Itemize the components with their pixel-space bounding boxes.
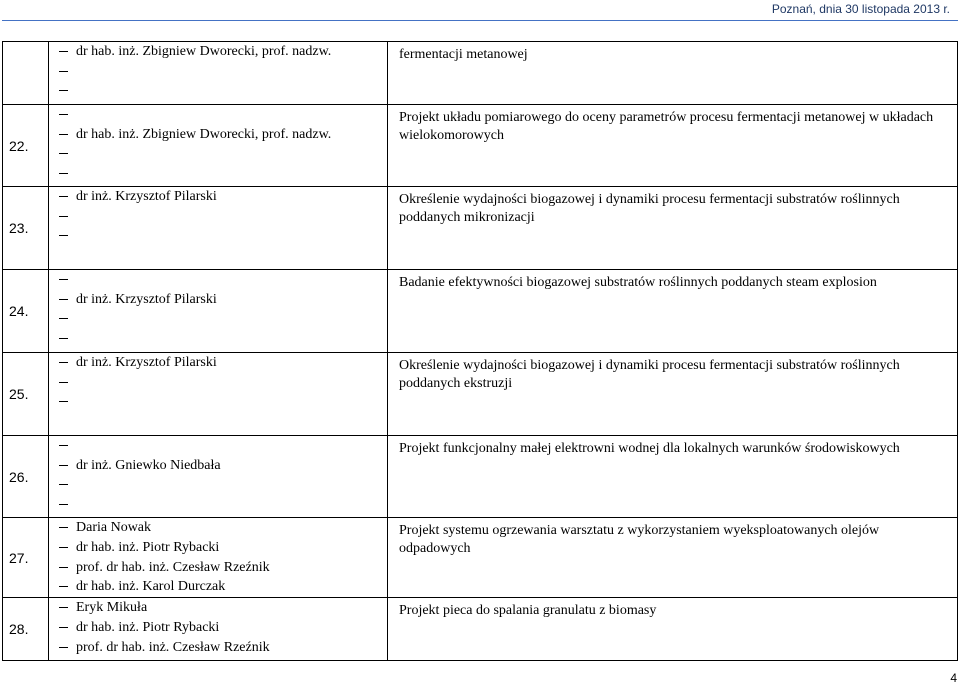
- supervisor-list: [49, 187, 388, 270]
- table-row: [3, 187, 958, 270]
- row-number: [3, 42, 49, 105]
- header-date: Poznań, dnia 30 listopada 2013 r.: [771, 2, 950, 16]
- topic-text: Określenie wydajności biogazowej i dynamiki procesu fermentacji substratów roślinnych poddanych mikronizacji: [399, 192, 900, 225]
- row-number: 22.: [3, 105, 49, 187]
- supervisor-list: [49, 353, 388, 436]
- topic-cell: [388, 598, 958, 661]
- list-item: [49, 164, 387, 184]
- supervisor-list: [49, 598, 388, 661]
- header-rule: [2, 20, 958, 21]
- table-row: [3, 436, 958, 518]
- list-item: [49, 392, 387, 412]
- topic-text: Badanie efektywności biogazowej substratów roślinnych poddanych steam explosion: [399, 275, 877, 290]
- thesis-topics-table: [2, 41, 958, 661]
- row-number: 28.: [3, 598, 49, 661]
- topic-text: fermentacji metanowej: [399, 47, 528, 62]
- row-number: 24.: [3, 270, 49, 353]
- topic-cell: [388, 270, 958, 353]
- supervisor-list: [49, 42, 388, 105]
- table-row: [3, 105, 958, 187]
- list-item: [49, 226, 387, 246]
- list-item: [49, 81, 387, 101]
- topic-text: Określenie wydajności biogazowej i dynamiki procesu fermentacji substratów roślinnych poddanych ekstruzji: [399, 358, 900, 391]
- list-item: dr inż. Krzysztof Pilarski: [49, 290, 387, 310]
- row-number: 26.: [3, 436, 49, 518]
- topic-text: Projekt funkcjonalny małej elektrowni wodnej dla lokalnych warunków środowiskowych: [399, 441, 900, 456]
- topic-text: Projekt układu pomiarowego do oceny parametrów procesu fermentacji metanowej w układach wielokomorowych: [399, 110, 934, 143]
- list-item: [49, 495, 387, 515]
- topic-cell: [388, 187, 958, 270]
- list-item: prof. dr hab. inż. Czesław Rzeźnik: [49, 558, 387, 578]
- list-item: dr hab. inż. Piotr Rybacki: [49, 618, 387, 638]
- topic-text: Projekt pieca do spalania granulatu z biomasy: [399, 603, 657, 619]
- table-row: [3, 353, 958, 436]
- list-item: dr hab. inż. Karol Durczak: [49, 577, 387, 597]
- supervisor-list: [49, 436, 388, 518]
- list-item: [49, 62, 387, 82]
- row-number: 23.: [3, 187, 49, 270]
- table-row: [3, 598, 958, 661]
- list-item: Eryk Mikuła: [49, 598, 387, 618]
- list-item: [49, 475, 387, 495]
- supervisor-list: [49, 270, 388, 353]
- page-number: 4: [950, 671, 957, 685]
- list-item: dr inż. Gniewko Niedbała: [49, 456, 387, 476]
- list-item: dr inż. Krzysztof Pilarski: [49, 187, 387, 207]
- list-item: [49, 144, 387, 164]
- table-row: [3, 518, 958, 598]
- list-item: [49, 329, 387, 349]
- list-item: dr hab. inż. Zbigniew Dworecki, prof. nadzw.: [49, 125, 387, 145]
- list-item: [49, 105, 387, 125]
- supervisor-list: [49, 105, 388, 187]
- topic-text: Projekt systemu ogrzewania warsztatu z wykorzystaniem wyeksploatowanych olejów odpadowych: [399, 523, 880, 556]
- list-item: dr inż. Krzysztof Pilarski: [49, 353, 387, 373]
- topic-cell: [388, 105, 958, 187]
- list-item: dr hab. inż. Piotr Rybacki: [49, 538, 387, 558]
- list-item: Daria Nowak: [49, 518, 387, 538]
- list-item: [49, 270, 387, 290]
- table-row: [3, 270, 958, 353]
- table-row: [3, 42, 958, 105]
- supervisor-list: [49, 518, 388, 598]
- row-number: 27.: [3, 518, 49, 598]
- topic-cell: [388, 518, 958, 598]
- topic-cell: [388, 436, 958, 518]
- row-number: 25.: [3, 353, 49, 436]
- list-item: prof. dr hab. inż. Czesław Rzeźnik: [49, 638, 387, 658]
- list-item: [49, 373, 387, 393]
- list-item: dr hab. inż. Zbigniew Dworecki, prof. nadzw.: [49, 42, 387, 62]
- list-item: [49, 207, 387, 227]
- list-item: [49, 436, 387, 456]
- topic-cell: [388, 42, 958, 105]
- topic-cell: [388, 353, 958, 436]
- list-item: [49, 309, 387, 329]
